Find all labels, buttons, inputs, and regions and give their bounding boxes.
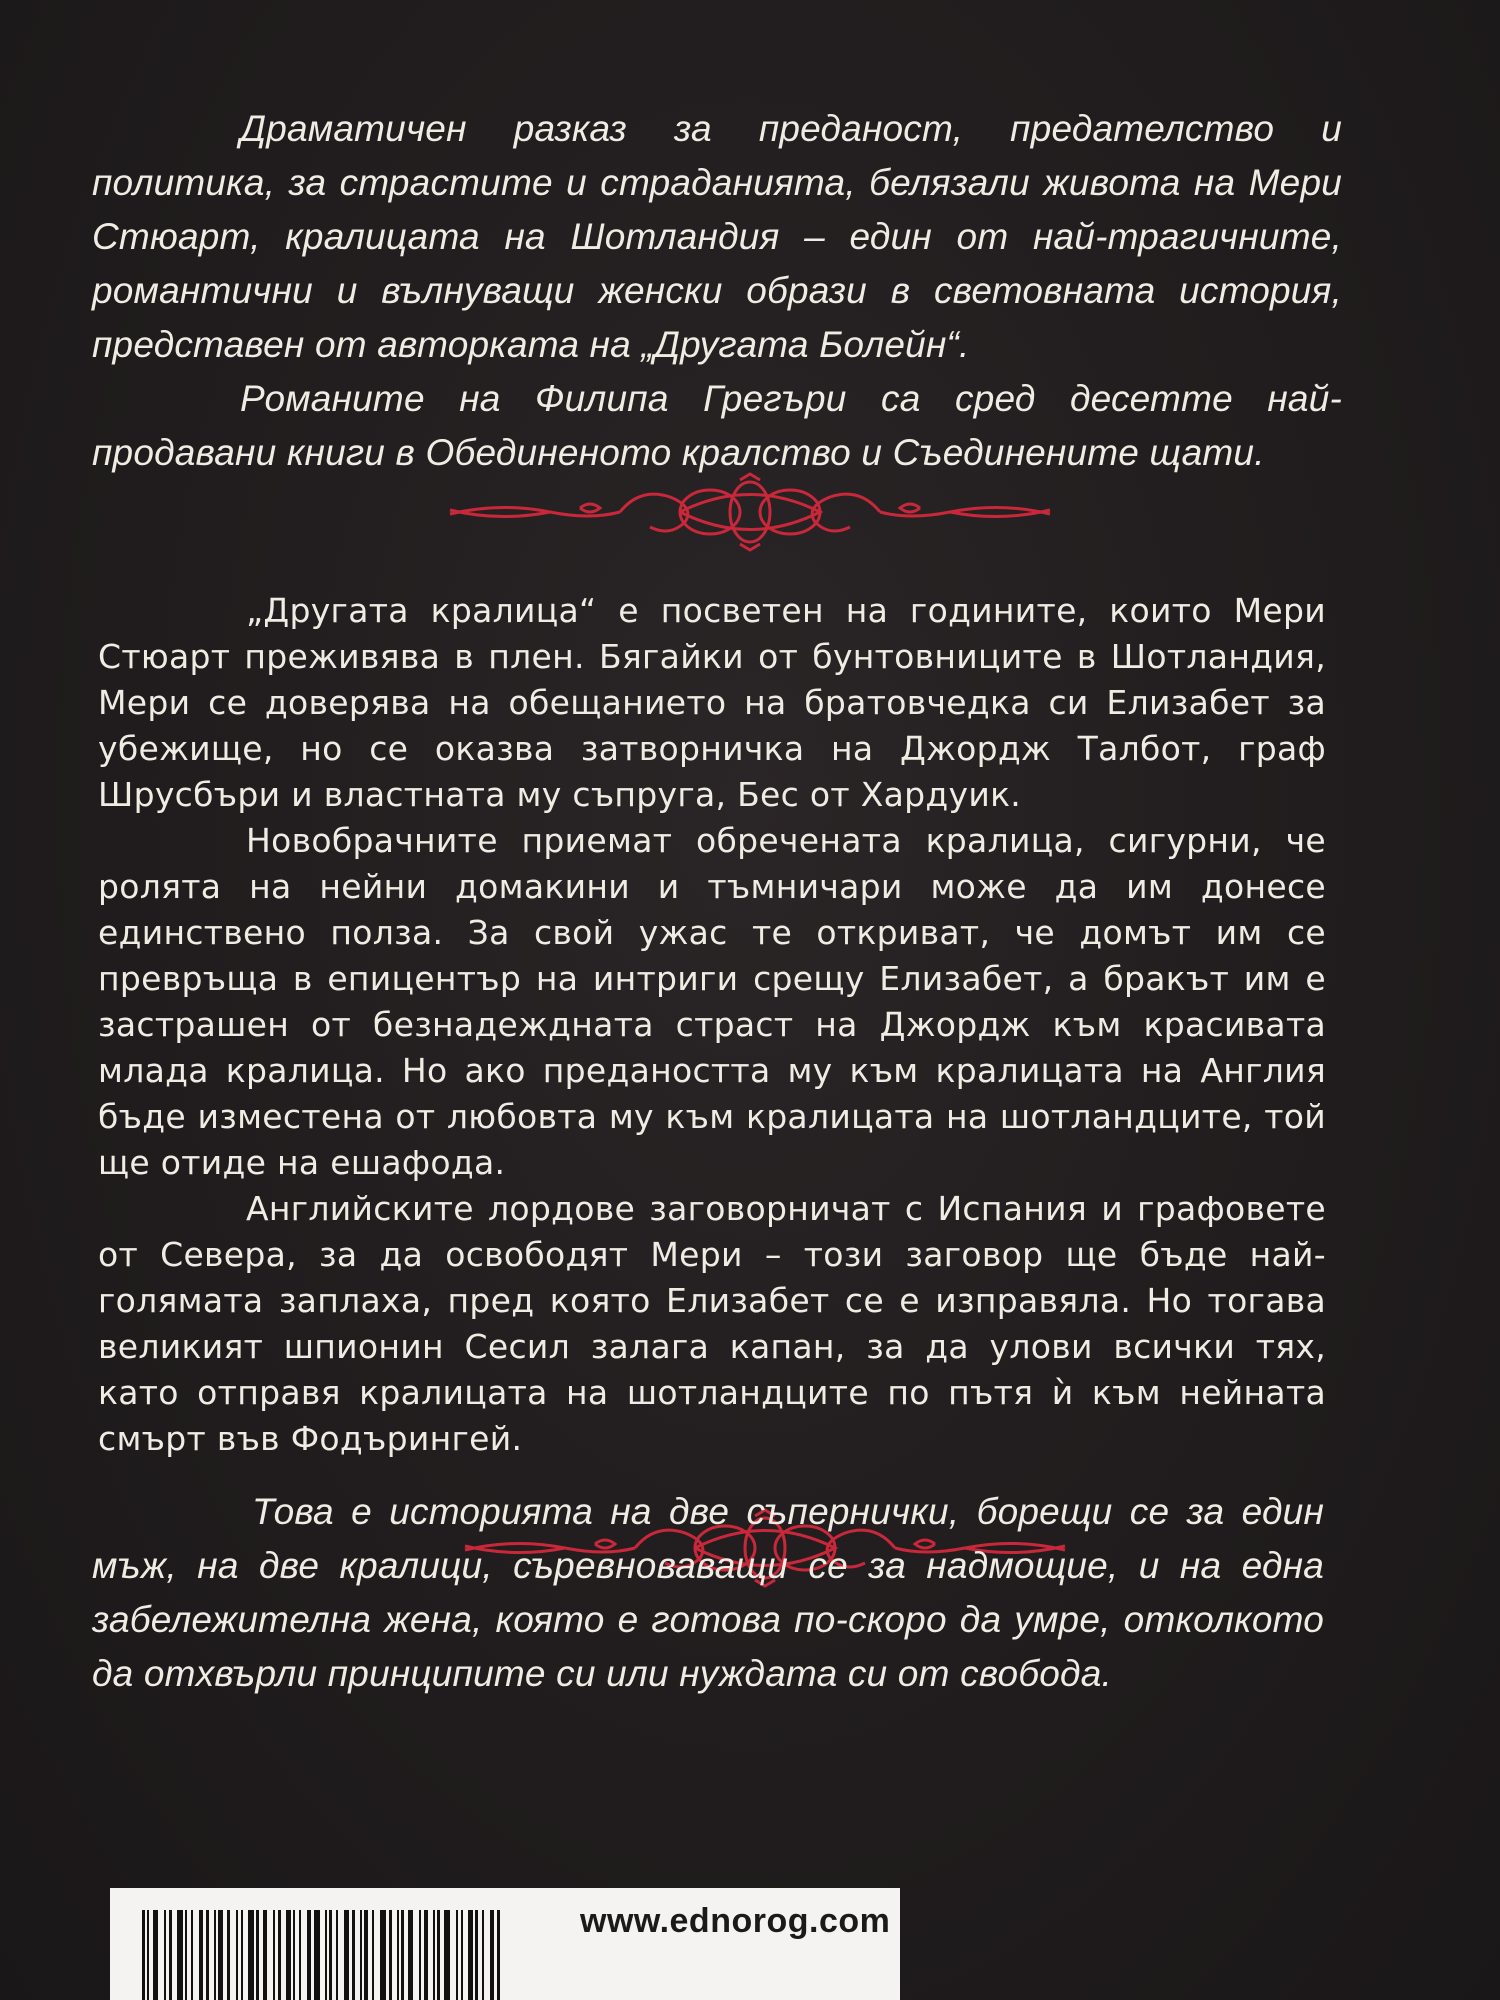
barcode-bar bbox=[408, 1910, 413, 2000]
barcode-bar bbox=[401, 1910, 404, 2000]
barcode-label bbox=[110, 1888, 900, 2000]
description-paragraph: Английските лордове заговорничат с Испания и графовете от Севера, за да освободят Мери – този заговор ще бъде най-голямата заплаха, пред която Елизабет се е изправяла. Но тогава великият шпионин Сесил залага капан, за да улови всички тях, като отправя кралицата на шотландците по пътя ѝ към нейната смърт във Фодърингей. bbox=[98, 1189, 1326, 1458]
barcode-bar bbox=[329, 1910, 332, 2000]
red-scroll-ornament-icon bbox=[440, 472, 1060, 552]
barcode-bar bbox=[199, 1910, 203, 2000]
barcode-bar bbox=[325, 1910, 327, 2000]
description-paragraph: Новобрачните приемат обречената кралица, сигурни, че ролята на нейни домакини и тъмничари може да им донесе единствено полза. За свой ужас те откриват, че домът им се превръща в епицентър на интриги срещу Елизабет, а бракът им е застрашен от безнадеждната страст на Джордж към красивата млада кралица. Но ако предаността му към кралицата на Англия бъде изместена от любовта му към кралицата на шотландците, той ще отиде на ешафода. bbox=[98, 821, 1326, 1182]
barcode-bar bbox=[147, 1910, 149, 2000]
barcode-bar bbox=[424, 1910, 428, 2000]
barcode-bar bbox=[177, 1910, 183, 2000]
barcode-bar bbox=[142, 1910, 145, 2000]
barcode-bar bbox=[372, 1910, 374, 2000]
intro-paragraph: Романите на Филипа Грегъри са сред десетте най-продавани книги в Обединеното кралство и Съединените щати. bbox=[92, 378, 1342, 473]
barcode-bar bbox=[461, 1910, 463, 2000]
barcode-bar bbox=[241, 1910, 243, 2000]
barcode-bar bbox=[214, 1910, 216, 2000]
barcode-bar bbox=[278, 1910, 281, 2000]
barcode-bar bbox=[307, 1910, 311, 2000]
barcode-bar bbox=[169, 1910, 172, 2000]
barcode-bar bbox=[185, 1910, 187, 2000]
barcode-bar bbox=[344, 1910, 349, 2000]
intro-paragraph: Драматичен разказ за преданост, предателство и политика, за страстите и страданията, белязали живота на Мери Стюарт, кралицата на Шотландия – един от най-трагичните, романтични и вълнуващи женски образи в световната история, представен от авторката на „Другата Болейн“. bbox=[92, 108, 1342, 365]
barcode-bar bbox=[256, 1910, 259, 2000]
barcode-bar bbox=[364, 1910, 368, 2000]
barcode-bar bbox=[227, 1910, 230, 2000]
barcode-bar bbox=[191, 1910, 193, 2000]
barcode-bar bbox=[482, 1910, 484, 2000]
barcode-bar bbox=[336, 1910, 338, 2000]
description-section bbox=[98, 588, 1326, 1462]
barcode-bar bbox=[286, 1910, 291, 2000]
barcode-bar bbox=[360, 1910, 362, 2000]
publisher-url[interactable]: www.ednorog.com bbox=[580, 1902, 891, 1940]
barcode-bar bbox=[153, 1910, 158, 2000]
barcode-bar bbox=[475, 1910, 478, 2000]
barcode-bar bbox=[456, 1910, 458, 2000]
barcode-bar bbox=[419, 1910, 421, 2000]
barcode-bar bbox=[352, 1910, 355, 2000]
barcode-bar bbox=[293, 1910, 295, 2000]
barcode-bar bbox=[389, 1910, 392, 2000]
barcode-bar bbox=[164, 1910, 166, 2000]
closing-paragraph: Това е историята на две съпернички, борещи се за един мъж, на две кралици, съревноваващи се за надмощие, и на една забележителна жена, която е готова по-скоро да умре, отколкото да отхвърли принципите си или нуждата си от свобода. bbox=[92, 1491, 1324, 1694]
barcode-bar bbox=[437, 1910, 440, 2000]
barcode-bar bbox=[206, 1910, 209, 2000]
barcode-bar bbox=[380, 1910, 386, 2000]
barcode-bar bbox=[314, 1910, 320, 2000]
barcode-bar bbox=[236, 1910, 238, 2000]
barcode-icon bbox=[142, 1910, 562, 2000]
barcode-bar bbox=[433, 1910, 435, 2000]
barcode-bar bbox=[397, 1910, 399, 2000]
barcode-bar bbox=[248, 1910, 254, 2000]
barcode-bar bbox=[299, 1910, 301, 2000]
closing-section bbox=[92, 1485, 1324, 1701]
barcode-bar bbox=[263, 1910, 267, 2000]
barcode-bar bbox=[497, 1910, 500, 2000]
barcode-bar bbox=[444, 1910, 450, 2000]
barcode-bar bbox=[218, 1910, 223, 2000]
barcode-bar bbox=[490, 1910, 494, 2000]
barcode-bar bbox=[468, 1910, 473, 2000]
intro-section bbox=[92, 102, 1342, 480]
description-paragraph: „Другата кралица“ е посветен на годините, които Мери Стюарт преживява в плен. Бягайки от бунтовниците в Шотландия, Мери се доверява на обещанието на братовчедка си Елизабет за убежище, но се оказва затворничка на Джордж Талбот, граф Шрусбъри и властната му съпруга, Бес от Хардуик. bbox=[98, 591, 1326, 814]
barcode-bar bbox=[273, 1910, 275, 2000]
